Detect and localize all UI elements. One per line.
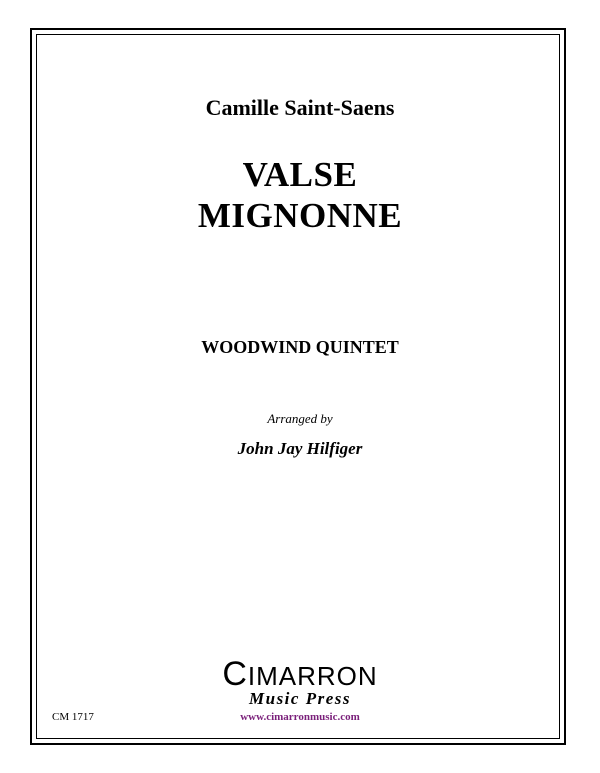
publisher-name-rest: IMARRON	[247, 661, 378, 691]
composer-name: Camille Saint-Saens	[205, 95, 395, 120]
catalog-number: CM 1717	[52, 711, 94, 723]
publisher-logo-name	[0, 655, 600, 693]
page-border-inner	[36, 34, 560, 739]
title-line-1: VALSE	[242, 155, 358, 194]
page-border-outer	[30, 28, 566, 745]
title-line-2: MIGNONNE	[197, 196, 403, 235]
publisher-url: www.cimarronmusic.com	[240, 711, 360, 723]
publisher-subtitle: Music Press	[249, 689, 351, 708]
arranger-name: John Jay Hilfiger	[237, 439, 363, 458]
arranged-by-label: Arranged by	[267, 411, 333, 426]
ensemble-label: WOODWIND QUINTET	[201, 337, 399, 357]
publisher-name-initial: C	[222, 655, 248, 693]
